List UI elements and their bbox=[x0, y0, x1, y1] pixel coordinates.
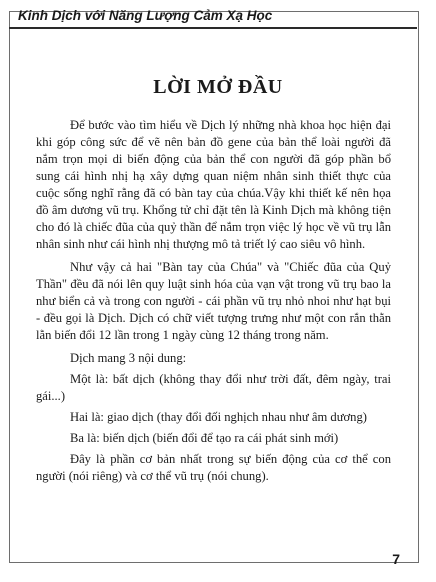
paragraph-conclusion: Đây là phần cơ bản nhất trong sự biến động của cơ thể con người (nói riêng) và cơ thể vũ trụ (nói chung). bbox=[36, 452, 391, 483]
header-rule bbox=[9, 27, 417, 29]
page-title: LỜI MỞ ĐẦU bbox=[153, 76, 283, 98]
paragraph-intro: Để bước vào tìm hiểu về Dịch lý những nhà khoa học hiện đại khi góp công sức để vẽ nên bản đồ gene của bản thể loài người đã nắm trọn mọi di biến động của bản thể con người đã góp phần bổ sung cái hình nhị hạ xây dựng quan niệm nhân sinh thiết thực của cuộc sống nghĩ rằng đã có bàn tay của chúa.Vậy khi thiết kế nên họa đồ âm dương vũ trụ. Khổng tử chỉ đặt tên là Kinh Dịch mà không tiện cho đó là chiếc đũa của quỷ thần để nắm trọn việc lý học về vũ trụ lẫn nhân sinh như cái hình nhị thượng mô tả triết lý cao siêu vô hình. bbox=[36, 118, 391, 251]
paragraph-second-content: Hai là: giao dịch (thay đổi đối nghịch nhau như âm dương) bbox=[70, 410, 367, 424]
body-text bbox=[36, 117, 391, 491]
paragraph-hand-and-chopsticks: Như vậy cả hai "Bàn tay của Chúa" và "Chiếc đũa của Quỷ Thần" đều đã nói lên quy luật sinh hóa của vạn vật trong vũ trụ bao la như biển cả và trong con người - cái phần vũ trụ nhỏ nhoi như hạt bụi - đều gọi là Dịch. Dịch có chữ viết tượng trưng như một con rắn thằn lằn biến đổi 12 lần trong 1 ngày cùng 12 tháng trong năm. bbox=[36, 260, 391, 342]
paragraph-three-contents: Dịch mang 3 nội dung: bbox=[70, 351, 187, 365]
page-number: 7 bbox=[392, 551, 400, 567]
paragraph-third-content: Ba là: biến dịch (biến đổi để tạo ra cái phát sinh mới) bbox=[70, 431, 339, 445]
paragraph-first-content: Một là: bất dịch (không thay đổi như trời đất, đêm ngày, trai gái...) bbox=[36, 372, 391, 403]
running-header-title: Kinh Dịch với Năng Lượng Cảm Xạ Học bbox=[18, 8, 273, 23]
running-header bbox=[18, 7, 418, 31]
